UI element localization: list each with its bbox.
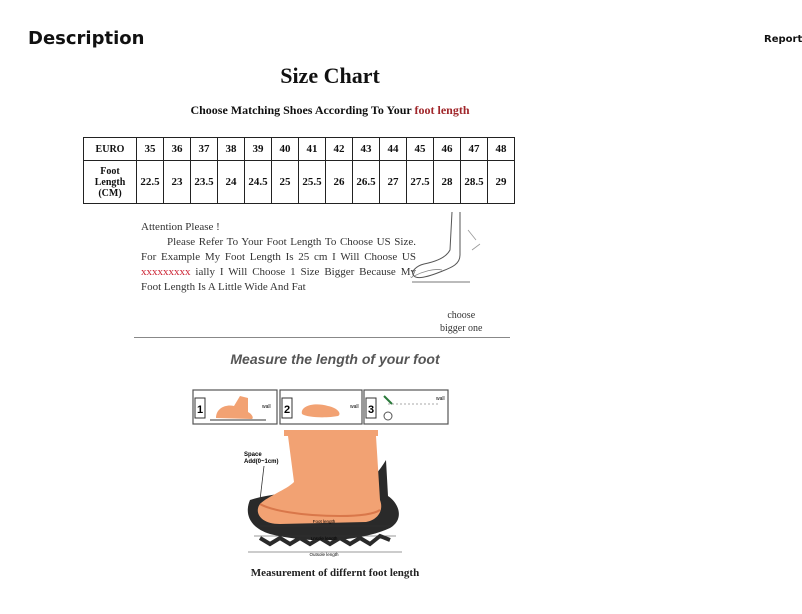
wall-label: wall [350, 404, 359, 410]
measurement-caption: Measurement of differnt foot length [250, 567, 420, 579]
measure-steps [192, 388, 452, 428]
foot-length-cell: 26.5 [353, 161, 380, 204]
foot-length-header-line: (CM) [98, 187, 122, 199]
foot-length-cell: 27 [380, 161, 407, 204]
attention-censored: xxxxxxxxx [141, 266, 191, 278]
subtitle-highlight: foot length [414, 103, 470, 117]
size-chart-image [80, 58, 580, 598]
euro-size-cell: 37 [191, 138, 218, 161]
divider [134, 337, 510, 338]
step-number: 1 [196, 404, 204, 416]
size-table [83, 137, 515, 204]
attention-note [141, 220, 416, 295]
euro-size-cell: 46 [434, 138, 461, 161]
euro-size-cell: 36 [164, 138, 191, 161]
space-label: Space [244, 452, 262, 458]
insole-length-label: Lnsole length [310, 536, 338, 541]
wall-label: wall [436, 396, 445, 402]
foot-length-header-line: Length [94, 176, 126, 188]
foot-length-cell: 23 [164, 161, 191, 204]
report-link[interactable]: Report [764, 34, 802, 45]
foot-length-cell: 24 [218, 161, 245, 204]
subtitle-text: Choose Matching Shoes According To Your [190, 103, 415, 117]
foot-length-label: Foot length [312, 519, 336, 524]
foot-length-row [84, 161, 515, 204]
space-value: Add(0~1cm) [244, 459, 279, 465]
foot-length-cell: 26 [326, 161, 353, 204]
euro-size-cell: 48 [488, 138, 515, 161]
euro-header: EURO [84, 138, 137, 161]
foot-length-cell: 29 [488, 161, 515, 204]
choose-bigger-note [440, 309, 483, 335]
euro-size-cell: 40 [272, 138, 299, 161]
euro-size-cell: 39 [245, 138, 272, 161]
foot-length-cell: 23.5 [191, 161, 218, 204]
euro-size-cell: 45 [407, 138, 434, 161]
attention-text: Please Refer To Your Foot Length To Choose US Size. For Example My Foot Length Is 25 cm I Will Choose US [141, 236, 416, 263]
foot-length-header-line: Foot [100, 165, 120, 177]
foot-length-cell: 27.5 [407, 161, 434, 204]
euro-size-cell: 47 [461, 138, 488, 161]
size-chart-title: Size Chart [280, 63, 380, 88]
foot-outline-illustration [410, 210, 500, 290]
attention-body [141, 235, 416, 295]
choose-note-line: choose [447, 310, 476, 321]
foot-length-cell: 22.5 [137, 161, 164, 204]
size-chart-subtitle [80, 103, 580, 118]
step-3-panel [364, 390, 448, 424]
attention-title: Attention Please ! [141, 221, 220, 233]
euro-size-cell: 43 [353, 138, 380, 161]
euro-size-cell: 41 [299, 138, 326, 161]
choose-note-line: bigger one [440, 323, 483, 334]
foot-length-cell: 24.5 [245, 161, 272, 204]
euro-row [84, 138, 515, 161]
euro-size-cell: 44 [380, 138, 407, 161]
foot-length-cell: 28.5 [461, 161, 488, 204]
description-heading: Description [28, 28, 145, 49]
foot-length-header [84, 161, 137, 204]
step-number: 2 [283, 404, 291, 416]
outsole-length-label: Outsole length [309, 552, 339, 557]
euro-size-cell: 38 [218, 138, 245, 161]
foot-length-cell: 28 [434, 161, 461, 204]
shoe-foot-illustration [240, 430, 410, 560]
step-1-panel [193, 390, 277, 424]
foot-length-cell: 25.5 [299, 161, 326, 204]
step-2-panel [280, 390, 362, 424]
measure-title: Measure the length of your foot [230, 351, 440, 367]
attention-text: ially I Will Choose 1 Size Bigger Because My Foot Length Is A Little Wide And Fat [141, 266, 416, 293]
step-number: 3 [367, 404, 375, 416]
foot-length-cell: 25 [272, 161, 299, 204]
euro-size-cell: 42 [326, 138, 353, 161]
wall-label: wall [262, 404, 271, 410]
euro-size-cell: 35 [137, 138, 164, 161]
